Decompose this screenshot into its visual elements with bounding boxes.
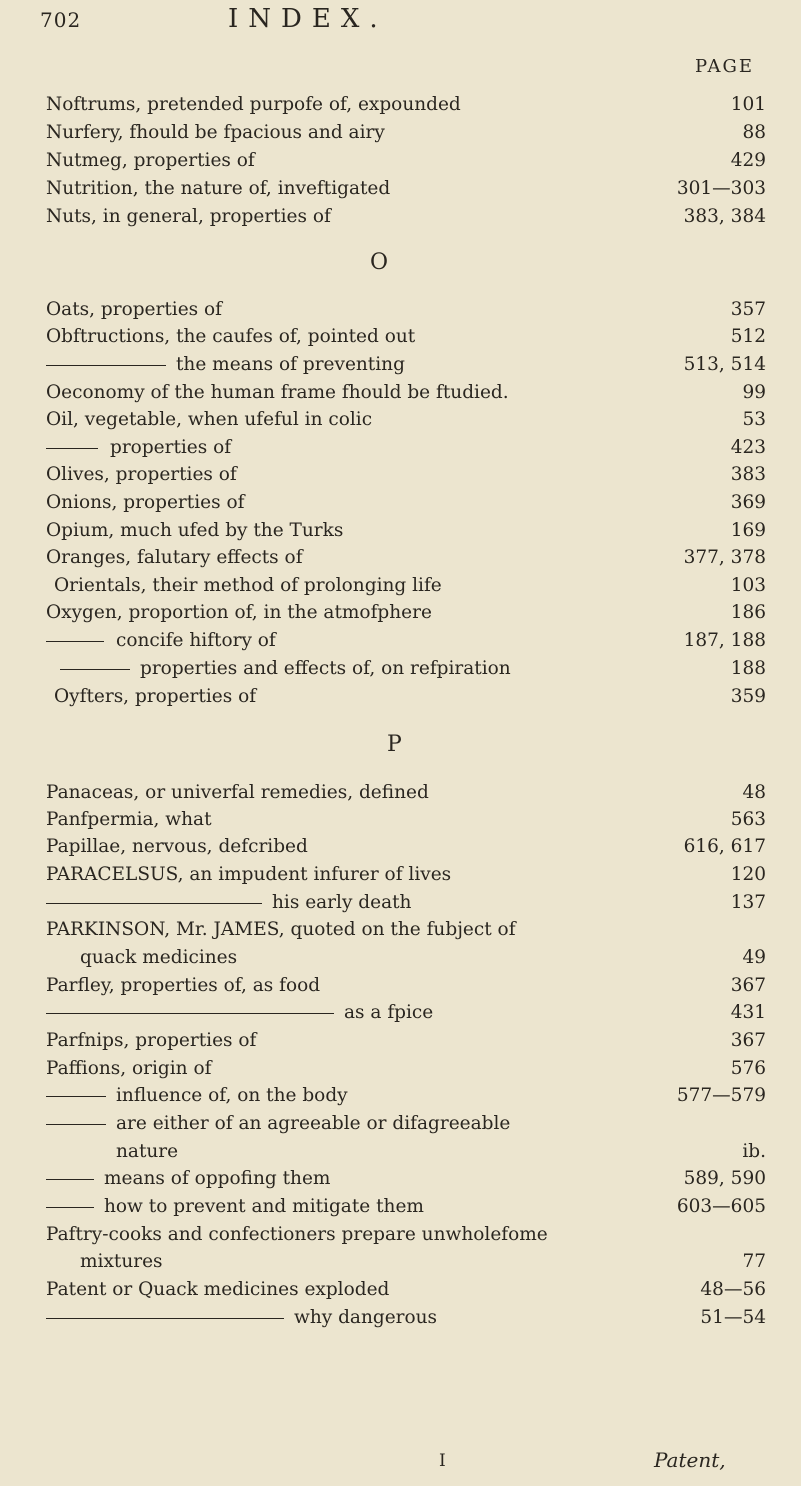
entry-text: Olives, properties of [46,464,237,485]
entry-text: Nutrition, the nature of, inveftigated [46,178,391,199]
entry-text: Paffions, origin of [46,1058,212,1079]
index-entry [0,862,801,888]
entry-text: PARKINSON, Mr. JAMES, quoted on the fubject of [46,919,516,940]
entry-pages: 51—54 [700,1307,766,1328]
entry-text: are either of an agreeable or difagreeable [116,1113,511,1134]
index-entry [0,1139,801,1165]
index-entry [0,1222,801,1248]
ditto-dash [46,1207,94,1208]
entry-text: Paftry-cooks and confectioners prepare unwholefome [46,1224,548,1245]
entry-text: Nuts, in general, properties of [46,206,331,227]
entry-text: Orientals, their method of prolonging life [54,575,442,596]
entry-text: the means of preventing [176,354,405,375]
entry-text: concife hiftory of [116,630,276,651]
index-entry [0,780,801,806]
index-entry [0,1028,801,1054]
index-entry [0,1056,801,1082]
entry-pages: 49 [742,947,766,968]
entry-text: influence of, on the body [116,1085,348,1106]
ditto-dash [46,1124,106,1125]
catchword: Patent, [654,1448,726,1472]
entry-pages: 383 [730,464,766,485]
entry-text: Obftructions, the caufes of, pointed out [46,326,416,347]
signature-mark: I [439,1451,446,1471]
index-entry [0,435,801,461]
entry-pages: 603—605 [676,1196,766,1217]
index-entry [0,380,801,406]
index-entry [0,973,801,999]
index-entry [0,628,801,654]
index-entry [0,600,801,626]
entry-text: Papillae, nervous, defcribed [46,836,308,857]
index-entry [0,204,801,230]
entry-text: Oil, vegetable, when ufeful in colic [46,409,373,430]
entry-pages: 188 [730,658,766,679]
index-entry [0,890,801,916]
entry-pages: 377, 378 [683,547,766,568]
index-entry [0,1194,801,1220]
entry-text: Onions, properties of [46,492,245,513]
entry-text: Oyfters, properties of [54,686,257,707]
ditto-dash [46,1013,334,1014]
entry-pages: 53 [742,409,766,430]
ditto-dash [46,1318,284,1319]
index-entry [0,1166,801,1192]
entry-text: quack medicines [80,947,238,968]
entry-text: Noftrums, pretended purpofe of, expounded [46,94,461,115]
index-entry [0,1083,801,1109]
entry-text: means of oppofing them [104,1168,331,1189]
index-entry [0,176,801,202]
entry-text: Panfpermia, what [46,809,212,830]
ditto-dash [46,1096,106,1097]
entry-text: nature [116,1141,179,1162]
entry-pages: 186 [730,602,766,623]
entry-text: Oranges, falutary effects of [46,547,303,568]
ditto-dash [46,641,104,642]
index-entry [0,324,801,350]
entry-pages: 563 [730,809,766,830]
index-entry [0,1277,801,1303]
entry-text: Nurfery, fhould be fpacious and airy [46,122,385,143]
entry-text: mixtures [80,1251,163,1272]
entry-pages: 589, 590 [683,1168,766,1189]
entry-pages: 367 [730,1030,766,1051]
entry-pages: 577—579 [676,1085,766,1106]
entry-text: Panaceas, or univerfal remedies, defined [46,782,429,803]
entry-text: how to prevent and mitigate them [104,1196,424,1217]
page-title: INDEX. [228,4,388,34]
entry-text: as a fpice [344,1002,434,1023]
index-entry [0,407,801,433]
entry-text: why dangerous [294,1307,438,1328]
entry-pages: 369 [730,492,766,513]
entry-text: PARACELSUS, an impudent infurer of lives [46,864,452,885]
entry-pages: 99 [742,382,766,403]
entry-text: Oxygen, proportion of, in the atmofphere [46,602,432,623]
entry-pages: 77 [742,1251,766,1272]
entry-pages: 383, 384 [683,206,766,227]
entry-pages: 103 [730,575,766,596]
entry-text: Parfley, properties of, as food [46,975,321,996]
index-entry [0,656,801,682]
index-entry [0,834,801,860]
entry-text: Oeconomy of the human frame fhould be ftudied. [46,382,509,403]
entry-pages: 367 [730,975,766,996]
entry-text: his early death [272,892,412,913]
entry-text: Oats, properties of [46,299,223,320]
entry-pages: 120 [730,864,766,885]
entry-pages: 301—303 [676,178,766,199]
ditto-dash [46,365,166,366]
page-column-label: PAGE [695,56,754,77]
section-letter: O [370,250,389,275]
entry-pages: 101 [730,94,766,115]
entry-pages: 423 [730,437,766,458]
index-entry [0,1305,801,1331]
index-entry [0,807,801,833]
entry-pages: 431 [730,1002,766,1023]
entry-text: Nutmeg, properties of [46,150,255,171]
entry-text: Opium, much ufed by the Turks [46,520,344,541]
entry-pages: 616, 617 [683,836,766,857]
index-entry [0,92,801,118]
ditto-dash [46,448,98,449]
index-entry [0,518,801,544]
section-letter: P [387,732,402,757]
index-entry [0,684,801,710]
entry-pages: 513, 514 [683,354,766,375]
entry-pages: 169 [730,520,766,541]
entry-text: properties of [110,437,232,458]
index-entry [0,917,801,943]
index-entry [0,1000,801,1026]
entry-pages: 48—56 [700,1279,766,1300]
index-entry [0,573,801,599]
entry-pages: 137 [730,892,766,913]
entry-pages: 576 [730,1058,766,1079]
entry-text: Patent or Quack medicines exploded [46,1279,390,1300]
ditto-dash [60,669,130,670]
index-entry [0,1249,801,1275]
entry-pages: 429 [730,150,766,171]
entry-pages: 512 [730,326,766,347]
index-entry [0,490,801,516]
entry-pages: ib. [742,1141,766,1162]
index-entry [0,297,801,323]
ditto-dash [46,903,262,904]
index-entry [0,462,801,488]
index-entry [0,945,801,971]
index-entry [0,1111,801,1137]
entry-pages: 357 [730,299,766,320]
entry-text: properties and effects of, on refpiration [140,658,511,679]
entry-pages: 48 [742,782,766,803]
entry-pages: 187, 188 [683,630,766,651]
page-number: 702 [40,8,82,32]
entry-pages: 359 [730,686,766,707]
index-entry [0,148,801,174]
ditto-dash [46,1179,94,1180]
entry-pages: 88 [742,122,766,143]
index-entry [0,352,801,378]
entry-text: Parfnips, properties of [46,1030,257,1051]
index-entry [0,545,801,571]
index-entry [0,120,801,146]
